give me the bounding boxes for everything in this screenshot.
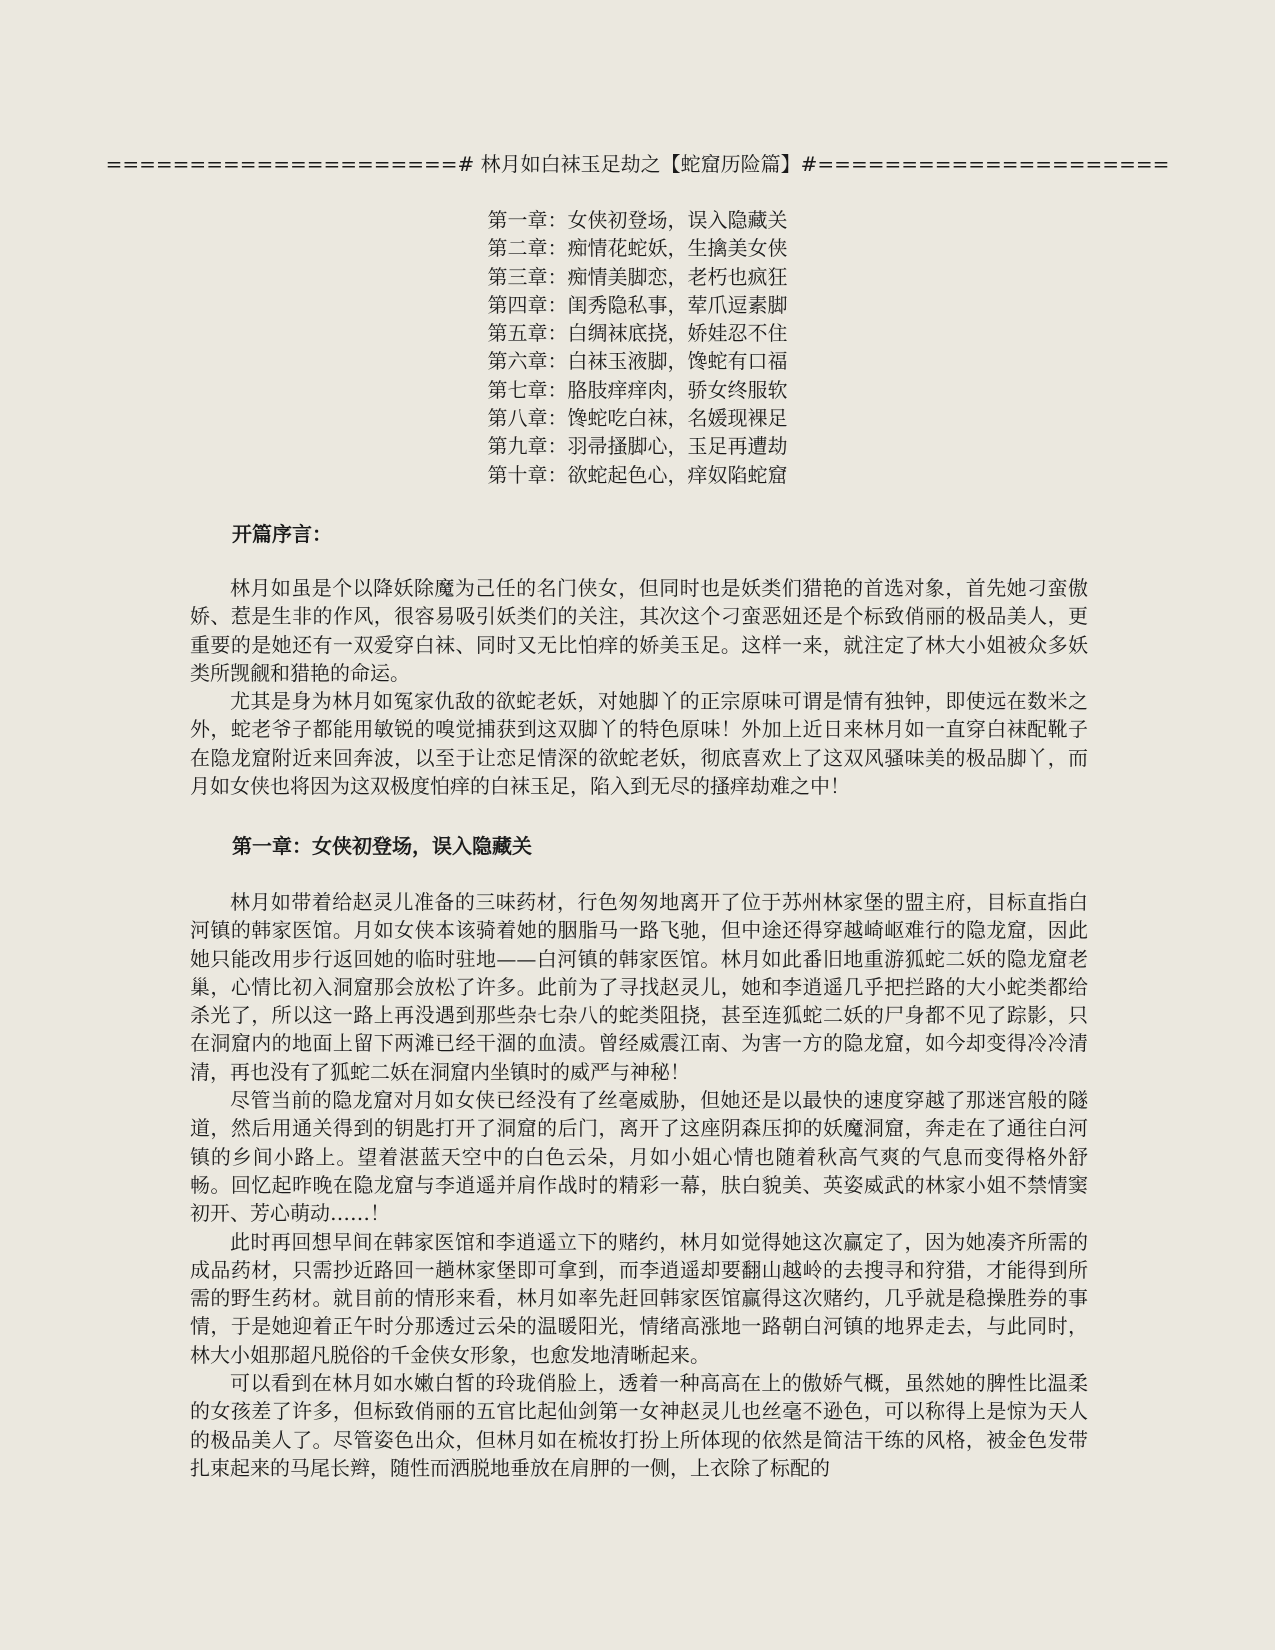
chapter-paragraph: 可以看到在林月如水嫩白皙的玲珑俏脸上，透着一种高高在上的傲娇气概，虽然她的脾性比温柔的女孩差了许多，但标致俏丽的五官比起仙剑第一女神赵灵儿也丝毫不逊色，可以称得上是惊为天人的极品美人了。尽管姿色出众，但林月如在梳妆打扮上所体现的依然是简洁干练的风格，被金色发带扎束起来的马尾长辫，随性而洒脱地垂放在肩胛的一侧，上衣除了标配的 — [190, 1371, 1088, 1480]
preface-paragraph: 林月如虽是个以降妖除魔为己任的名门侠女，但同时也是妖类们猎艳的首选对象，首先她刁蛮傲娇、惹是生非的作风，很容易吸引妖类们的关注，其次这个刁蛮恶妞还是个标致俏丽的极品美人，更重要的是她还有一双爱穿白袜、同时又无比怕痒的娇美玉足。这样一来，就注定了林大小姐被众多妖类所觊觎和猎艳的命运。 — [190, 576, 1088, 685]
toc-item: 第二章：痴情花蛇妖，生擒美女侠 — [487, 236, 788, 261]
toc-item: 第七章：胳肢痒痒肉，骄女终服软 — [487, 377, 788, 402]
chapter-paragraph: 尽管当前的隐龙窟对月如女侠已经没有了丝毫威胁，但她还是以最快的速度穿越了那迷宫般的隧道，然后用通关得到的钥匙打开了洞窟的后门，离开了这座阴森压抑的妖魔洞窟，奔走在了通往白河镇的乡间小路上。望着湛蓝天空中的白色云朵，月如小姐心情也随着秋高气爽的气息而变得格外舒畅。回忆起昨晚在隐龙窟与李逍遥并肩作战时的精彩一幕，肤白貌美、英姿威武的林家小姐不禁情窦初开、芳心萌动……！ — [190, 1088, 1088, 1226]
preface-body — [190, 574, 1088, 800]
chapter-heading: 第一章：女侠初登场，误入隐藏关 — [232, 834, 532, 858]
chapter-paragraph: 此时再回想早间在韩家医馆和李逍遥立下的赌约，林月如觉得她这次赢定了，因为她凑齐所需的成品药材，只需抄近路回一趟林家堡即可拿到，而李逍遥却要翻山越岭的去搜寻和狩猎，才能得到所需的野生药材。就目前的情形来看，林月如率先赶回韩家医馆赢得这次赌约，几乎就是稳操胜券的事情，于是她迎着正午时分那透过云朵的温暖阳光，情绪高涨地一路朝白河镇的地界走去，与此同时，林大小姐那超凡脱俗的千金侠女形象，也愈发地清晰起来。 — [190, 1229, 1088, 1367]
table-of-contents — [0, 206, 1275, 489]
toc-item: 第三章：痴情美脚恋，老朽也疯狂 — [487, 264, 788, 289]
preface-heading: 开篇序言： — [232, 522, 332, 546]
toc-item: 第五章：白绸袜底挠，娇娃忍不住 — [487, 321, 788, 346]
toc-item: 第十章：欲蛇起色心，痒奴陷蛇窟 — [487, 462, 788, 487]
toc-item: 第一章：女侠初登场，误入隐藏关 — [487, 208, 788, 232]
chapter-body — [190, 888, 1088, 1482]
preface-paragraph: 尤其是身为林月如冤家仇敌的欲蛇老妖，对她脚丫的正宗原味可谓是情有独钟，即使远在数米之外，蛇老爷子都能用敏锐的嗅觉捕获到这双脚丫的特色原味！外加上近日来林月如一直穿白袜配靴子在隐龙窟附近来回奔波，以至于让恋足情深的欲蛇老妖，彻底喜欢上了这双风骚味美的极品脚丫，而月如女侠也将因为这双极度怕痒的白袜玉足，陷入到无尽的搔痒劫难之中！ — [190, 689, 1088, 799]
toc-item: 第六章：白袜玉液脚，馋蛇有口福 — [487, 349, 788, 374]
document-title: =====================# 林月如白袜玉足劫之【蛇窟历险篇】#===================== — [105, 152, 1170, 176]
chapter-paragraph: 林月如带着给赵灵儿准备的三味药材，行色匆匆地离开了位于苏州林家堡的盟主府，目标直指白河镇的韩家医馆。月如女侠本该骑着她的胭脂马一路飞驰，但中途还得穿越崎岖难行的隐龙窟，因此她只能改用步行返回她的临时驻地——白河镇的韩家医馆。林月如此番旧地重游狐蛇二妖的隐龙窟老巢，心情比初入洞窟那会放松了许多。此前为了寻找赵灵儿，她和李逍遥几乎把拦路的大小蛇类都给杀光了，所以这一路上再没遇到那些杂七杂八的蛇类阻挠，甚至连狐蛇二妖的尸身都不见了踪影，只在洞窟内的地面上留下两滩已经干涸的血渍。曾经威震江南、为害一方的隐龙窟，如今却变得冷冷清清，再也没有了狐蛇二妖在洞窟内坐镇时的威严与神秘！ — [190, 890, 1088, 1084]
toc-item: 第八章：馋蛇吃白袜，名媛现裸足 — [487, 406, 788, 431]
toc-item: 第四章：闺秀隐私事，荤爪逗素脚 — [487, 292, 788, 317]
toc-item: 第九章：羽帚搔脚心，玉足再遭劫 — [487, 434, 788, 459]
